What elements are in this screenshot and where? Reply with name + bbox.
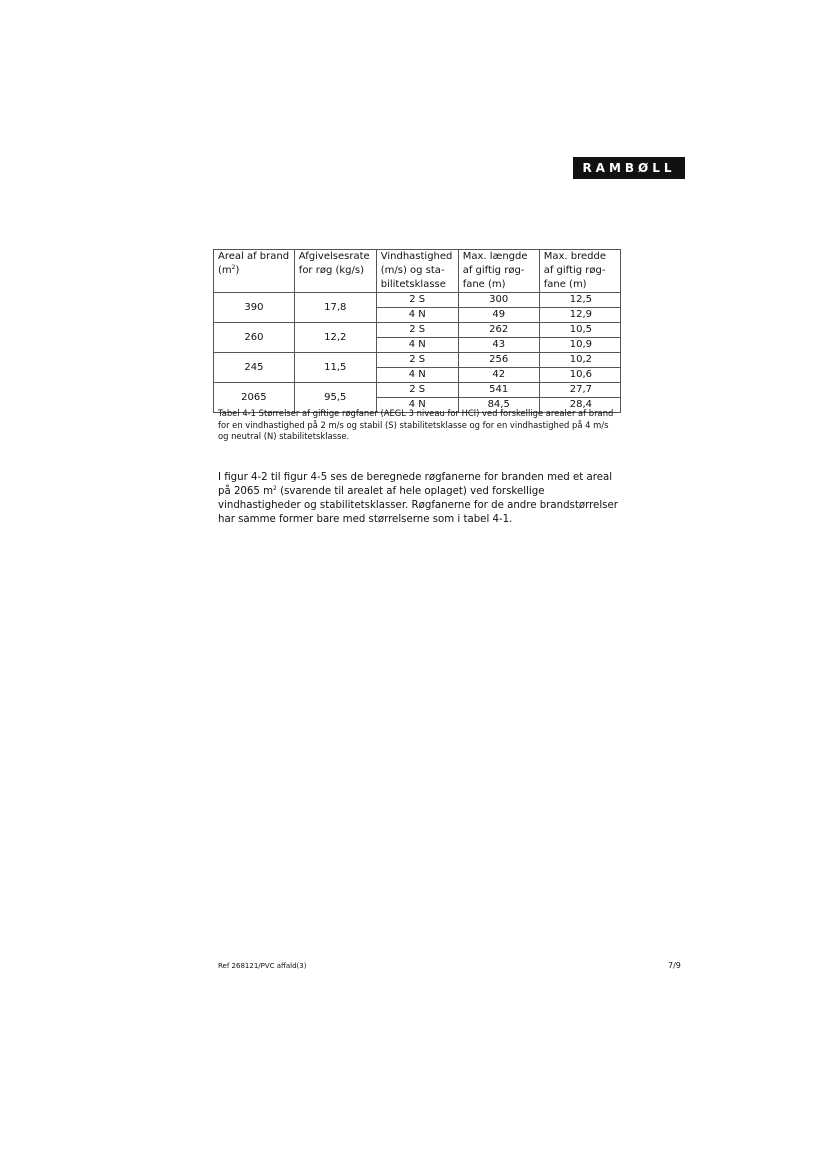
length-cell: 541 — [458, 383, 539, 398]
paragraph-text-2: (svarende til arealet af hele oplaget) ved forskellige vindhastigheder og stabilitetsklasser. Røgfanerne for de andre brandstørrelser har samme former bare med størrelserne som i tabel 4-1. — [218, 486, 618, 525]
header-width: Max. bredde af giftig røg- fane (m) — [539, 250, 620, 293]
width-cell: 10,6 — [539, 368, 620, 383]
footer-reference: Ref 268121/PVC affald(3) — [218, 962, 307, 970]
width-cell: 10,5 — [539, 323, 620, 338]
length-cell: 43 — [458, 338, 539, 353]
header-wind: Vindhastighed (m/s) og sta- bilitetsklasse — [376, 250, 458, 293]
width-cell: 12,5 — [539, 293, 620, 308]
wind-cell: 4 N — [376, 398, 458, 413]
width-cell: 12,9 — [539, 308, 620, 323]
wind-cell: 2 S — [376, 353, 458, 368]
header-area: Areal af brand $(m^2)$ — [214, 250, 295, 293]
table-row — [214, 323, 621, 338]
rate-cell: 17,8 — [294, 293, 376, 323]
rate-cell: 95,5 — [294, 383, 376, 413]
ramboll-logo — [573, 157, 685, 179]
plume-size-table — [213, 249, 621, 413]
wind-cell: 2 S — [376, 323, 458, 338]
wind-cell: 4 N — [376, 368, 458, 383]
width-cell: 10,9 — [539, 338, 620, 353]
area-cell: 2065 — [214, 383, 295, 413]
area-cell: 245 — [214, 353, 295, 383]
wind-cell: 2 S — [376, 383, 458, 398]
area-cell: 260 — [214, 323, 295, 353]
wind-cell: 2 S — [376, 293, 458, 308]
wind-cell: 4 N — [376, 338, 458, 353]
rate-cell: 11,5 — [294, 353, 376, 383]
length-cell: 300 — [458, 293, 539, 308]
rate-cell: 12,2 — [294, 323, 376, 353]
length-cell: 42 — [458, 368, 539, 383]
table-caption: Tabel 4-1 Størrelser af giftige røgfaner (AEGL 3 niveau for HCl) ved forskellige arealer af brand for en vindhastighed på 2 m/s og stabil (S) stabilitetsklasse og for en vindhastighed på 4 m/s og neutral (N) stabilitetsklasse. — [218, 408, 614, 442]
header-rate: Afgivelsesrate for røg (kg/s) — [294, 250, 376, 293]
width-cell: 28,4 — [539, 398, 620, 413]
length-cell: 256 — [458, 353, 539, 368]
length-cell: 262 — [458, 323, 539, 338]
page-number: 7/9 — [668, 961, 681, 970]
paragraph-text-1: I figur 4-2 til figur 4-5 ses de beregnede røgfanerne for branden med et areal på 2065 m — [218, 472, 613, 497]
wind-cell: 4 N — [376, 308, 458, 323]
paragraph-superscript: 2 — [273, 485, 277, 492]
width-cell: 10,2 — [539, 353, 620, 368]
length-cell: 84,5 — [458, 398, 539, 413]
width-cell: 27,7 — [539, 383, 620, 398]
table-row — [214, 293, 621, 308]
table-header-row — [214, 250, 621, 293]
logo-text: RAMBØLL — [582, 161, 676, 175]
table-row — [214, 353, 621, 368]
table-row — [214, 383, 621, 398]
body-paragraph — [218, 471, 623, 527]
header-length: Max. længde af giftig røg- fane (m) — [458, 250, 539, 293]
length-cell: 49 — [458, 308, 539, 323]
area-cell: 390 — [214, 293, 295, 323]
